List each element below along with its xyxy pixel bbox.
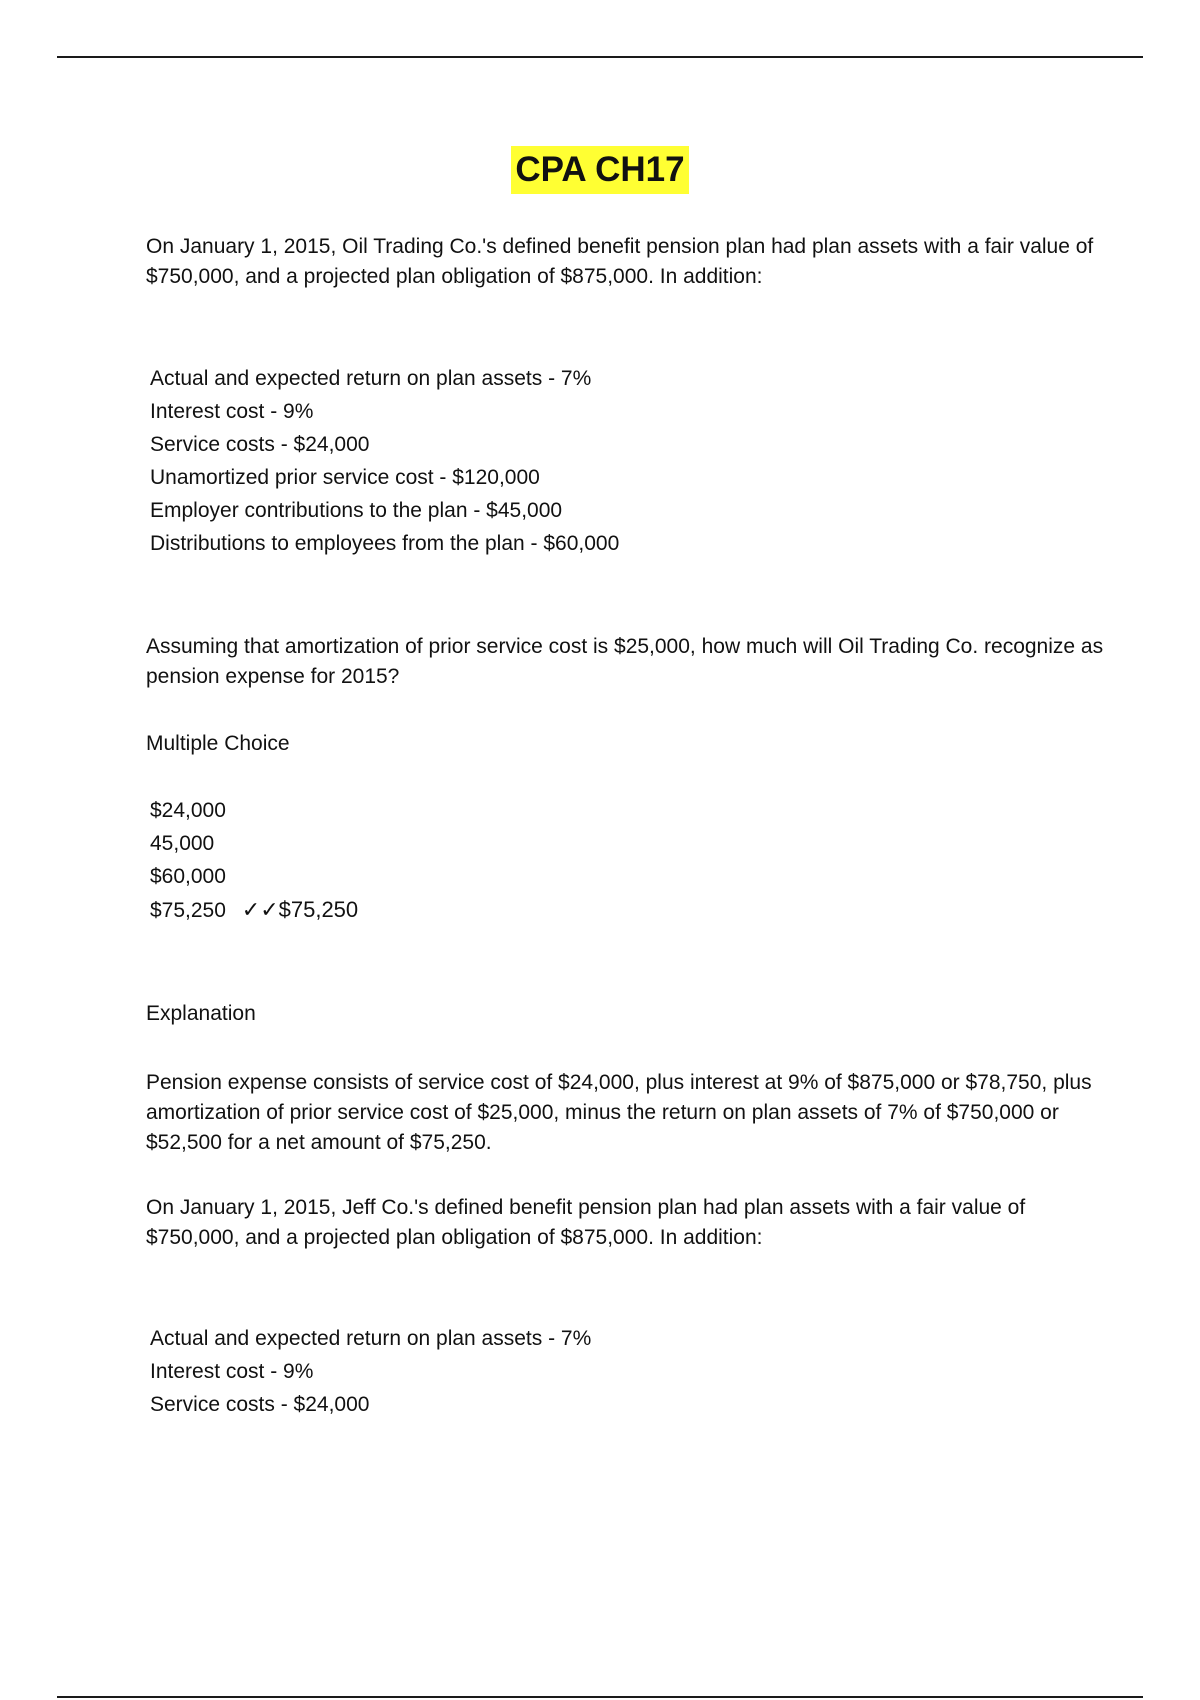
q1-facts-list bbox=[150, 362, 619, 560]
q1-fact: Actual and expected return on plan assets - 7% bbox=[150, 367, 592, 390]
q2-intro bbox=[146, 1193, 1106, 1253]
q1-intro-text: On January 1, 2015, Oil Trading Co.'s defined benefit pension plan had plan assets with a fair value of $750,000, and a projected plan obligation of $875,000. In addition: bbox=[146, 235, 1094, 288]
q1-fact: Distributions to employees from the plan - $60,000 bbox=[150, 532, 620, 555]
q1-question bbox=[146, 632, 1106, 692]
page-title: CPA CH17 bbox=[511, 146, 688, 194]
explanation bbox=[146, 1068, 1106, 1158]
q1-fact: Unamortized prior service cost - $120,000 bbox=[150, 466, 540, 489]
q1-choice-label-wrap bbox=[146, 729, 1106, 759]
q1-question-text: Assuming that amortization of prior service cost is $25,000, how much will Oil Trading Co. recognize as pension expense for 2015? bbox=[146, 635, 1104, 688]
option-2[interactable]: 45,000 bbox=[150, 832, 215, 855]
option-1[interactable]: $24,000 bbox=[150, 799, 226, 822]
explanation-text: Pension expense consists of service cost of $24,000, plus interest at 9% of $875,000 or $78,750, plus amortization of prior service cost of $25,000, minus the return on plan assets of 7% of $750,000 or $52,500 for a net amount of $75,250. bbox=[146, 1071, 1092, 1154]
explanation-label: Explanation bbox=[146, 1002, 256, 1025]
q2-facts-list bbox=[150, 1322, 591, 1421]
multiple-choice-label: Multiple Choice bbox=[146, 732, 290, 755]
q1-options-list bbox=[150, 794, 358, 926]
top-rule bbox=[57, 56, 1143, 58]
q1-intro bbox=[146, 232, 1106, 292]
q2-intro-text: On January 1, 2015, Jeff Co.'s defined benefit pension plan had plan assets with a fair value of $750,000, and a projected plan obligation of $875,000. In addition: bbox=[146, 1196, 1026, 1249]
q2-fact: Actual and expected return on plan assets - 7% bbox=[150, 1327, 592, 1350]
explanation-label-wrap bbox=[146, 999, 1106, 1029]
q1-fact: Service costs - $24,000 bbox=[150, 433, 370, 456]
option-3[interactable]: $60,000 bbox=[150, 865, 226, 888]
q2-fact: Interest cost - 9% bbox=[150, 1360, 314, 1383]
q1-fact: Interest cost - 9% bbox=[150, 400, 314, 423]
option-4-text: $75,250 bbox=[150, 899, 226, 922]
option-4[interactable] bbox=[150, 893, 358, 926]
q2-fact: Service costs - $24,000 bbox=[150, 1393, 370, 1416]
correct-answer-mark: ✓✓$75,250 bbox=[241, 897, 359, 922]
bottom-rule bbox=[57, 1696, 1143, 1698]
title-container bbox=[0, 146, 1200, 194]
q1-fact: Employer contributions to the plan - $45,000 bbox=[150, 499, 563, 522]
